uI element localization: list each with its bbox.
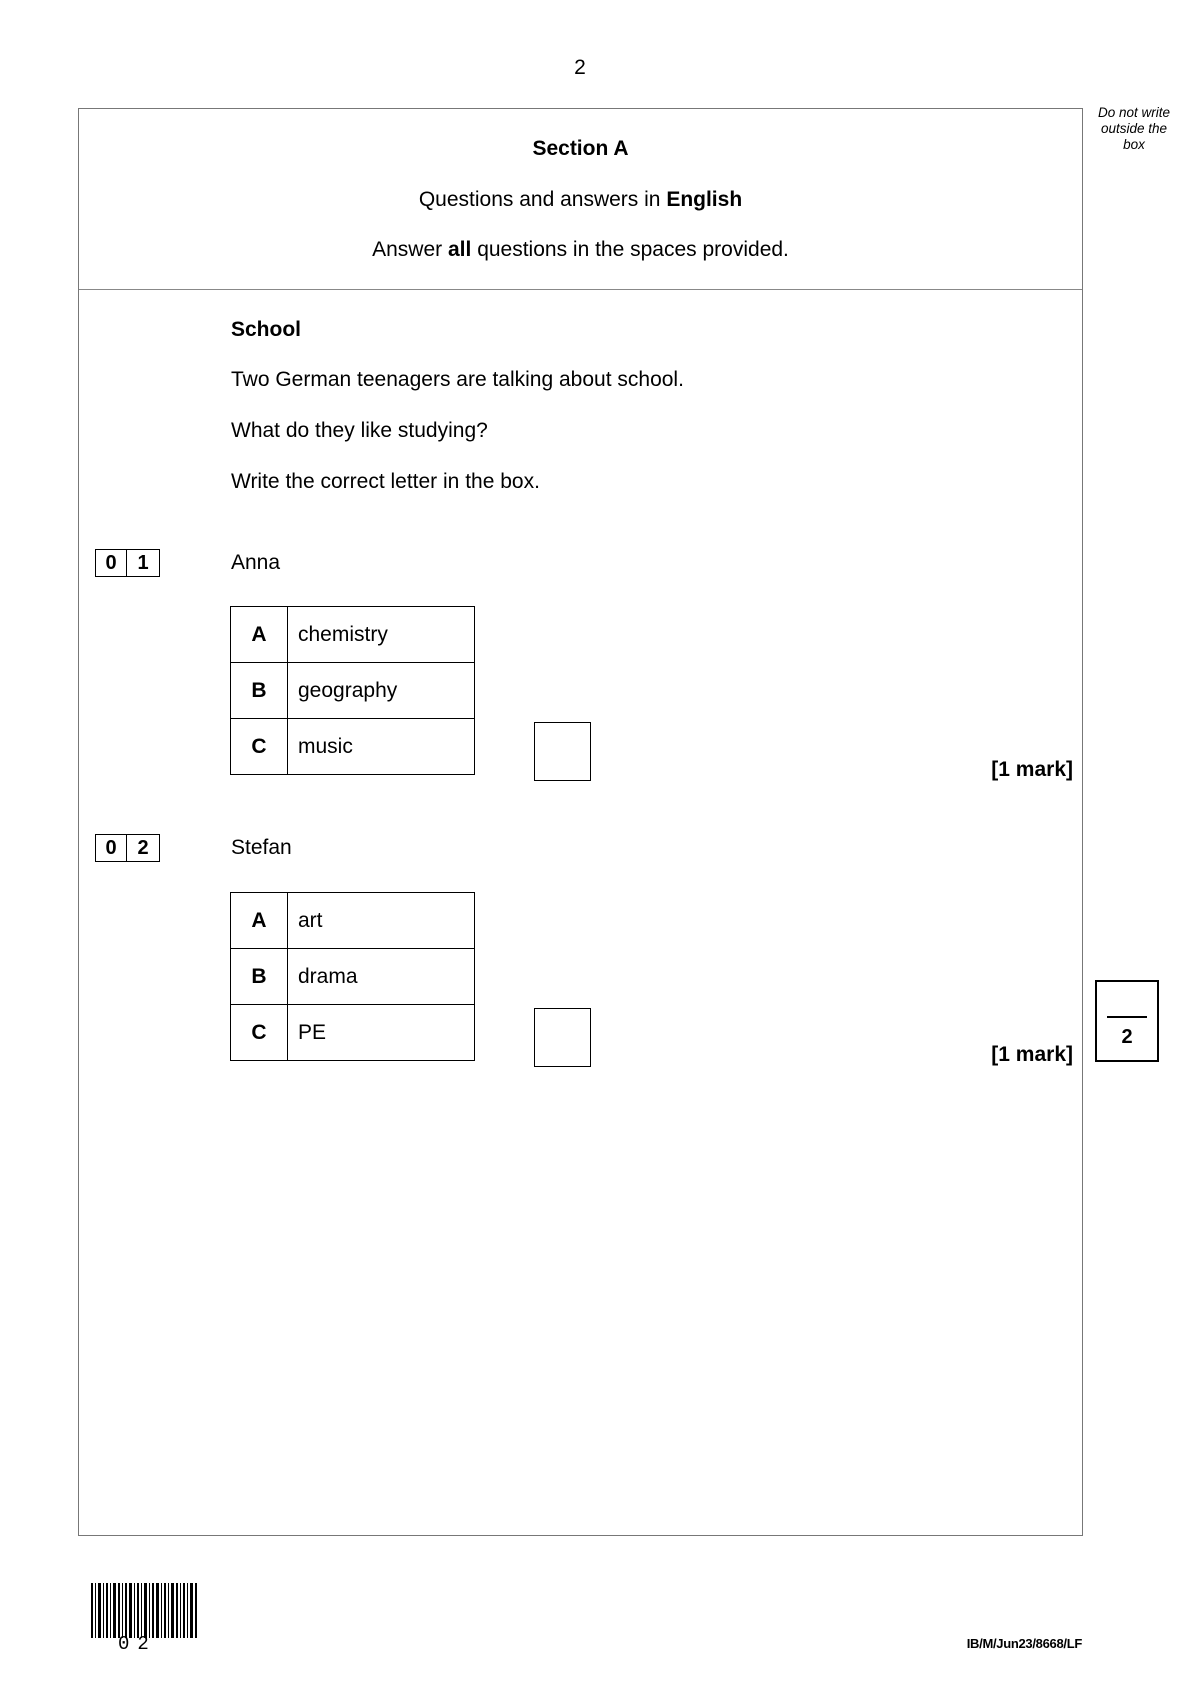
question-1-marks: [1 mark] — [991, 758, 1073, 781]
question-number-digit: 1 — [127, 549, 160, 577]
instruction2-emphasis: all — [447, 238, 472, 261]
score-line — [1107, 1016, 1147, 1018]
option-letter: C — [231, 1005, 288, 1061]
header-divider — [79, 289, 1082, 290]
question-2-name: Stefan — [231, 836, 292, 859]
instruction-answer-all — [78, 238, 1083, 262]
question-number-digit: 2 — [127, 834, 160, 862]
question-number-digit: 0 — [95, 834, 127, 862]
footer-reference: IB/M/Jun23/8668/LF — [966, 1636, 1082, 1651]
section-title: Section A — [532, 137, 629, 160]
barcode-digits: 02 — [118, 1633, 157, 1655]
topic-question: What do they like studying? — [231, 419, 488, 442]
option-row — [231, 949, 475, 1005]
option-text: music — [288, 719, 475, 775]
option-letter: A — [231, 607, 288, 663]
option-text: art — [288, 893, 475, 949]
option-letter: A — [231, 893, 288, 949]
option-letter: C — [231, 719, 288, 775]
option-text: PE — [288, 1005, 475, 1061]
answer-frame — [78, 108, 1083, 1536]
barcode-icon — [91, 1583, 199, 1638]
question-1-options — [230, 606, 475, 775]
instruction-language — [78, 188, 1083, 212]
option-row — [231, 663, 475, 719]
question-2-answer-box[interactable] — [534, 1008, 591, 1067]
question-number-01 — [95, 549, 160, 577]
option-text: drama — [288, 949, 475, 1005]
option-letter: B — [231, 949, 288, 1005]
option-row — [231, 1005, 475, 1061]
page-number: 2 — [574, 56, 586, 79]
option-letter: B — [231, 663, 288, 719]
instruction-prefix: Questions and answers in — [418, 188, 661, 211]
instruction2-suffix: questions in the spaces provided. — [477, 238, 789, 261]
question-2-options — [230, 892, 475, 1061]
score-total: 2 — [1121, 1026, 1133, 1048]
instruction-language-name: English — [666, 188, 743, 211]
topic-directive: Write the correct letter in the box. — [231, 470, 540, 493]
option-row — [231, 719, 475, 775]
option-text: chemistry — [288, 607, 475, 663]
score-box — [1095, 980, 1159, 1062]
question-2-marks: [1 mark] — [991, 1043, 1073, 1066]
instruction2-prefix: Answer — [372, 238, 443, 261]
option-row — [231, 607, 475, 663]
question-number-digit: 0 — [95, 549, 127, 577]
question-number-02 — [95, 834, 160, 862]
margin-note: Do not write outside the box — [1097, 105, 1171, 152]
topic-title: School — [231, 318, 302, 341]
option-text: geography — [288, 663, 475, 719]
topic-intro: Two German teenagers are talking about school. — [231, 368, 684, 391]
question-1-name: Anna — [231, 551, 281, 574]
option-row — [231, 893, 475, 949]
question-1-answer-box[interactable] — [534, 722, 591, 781]
